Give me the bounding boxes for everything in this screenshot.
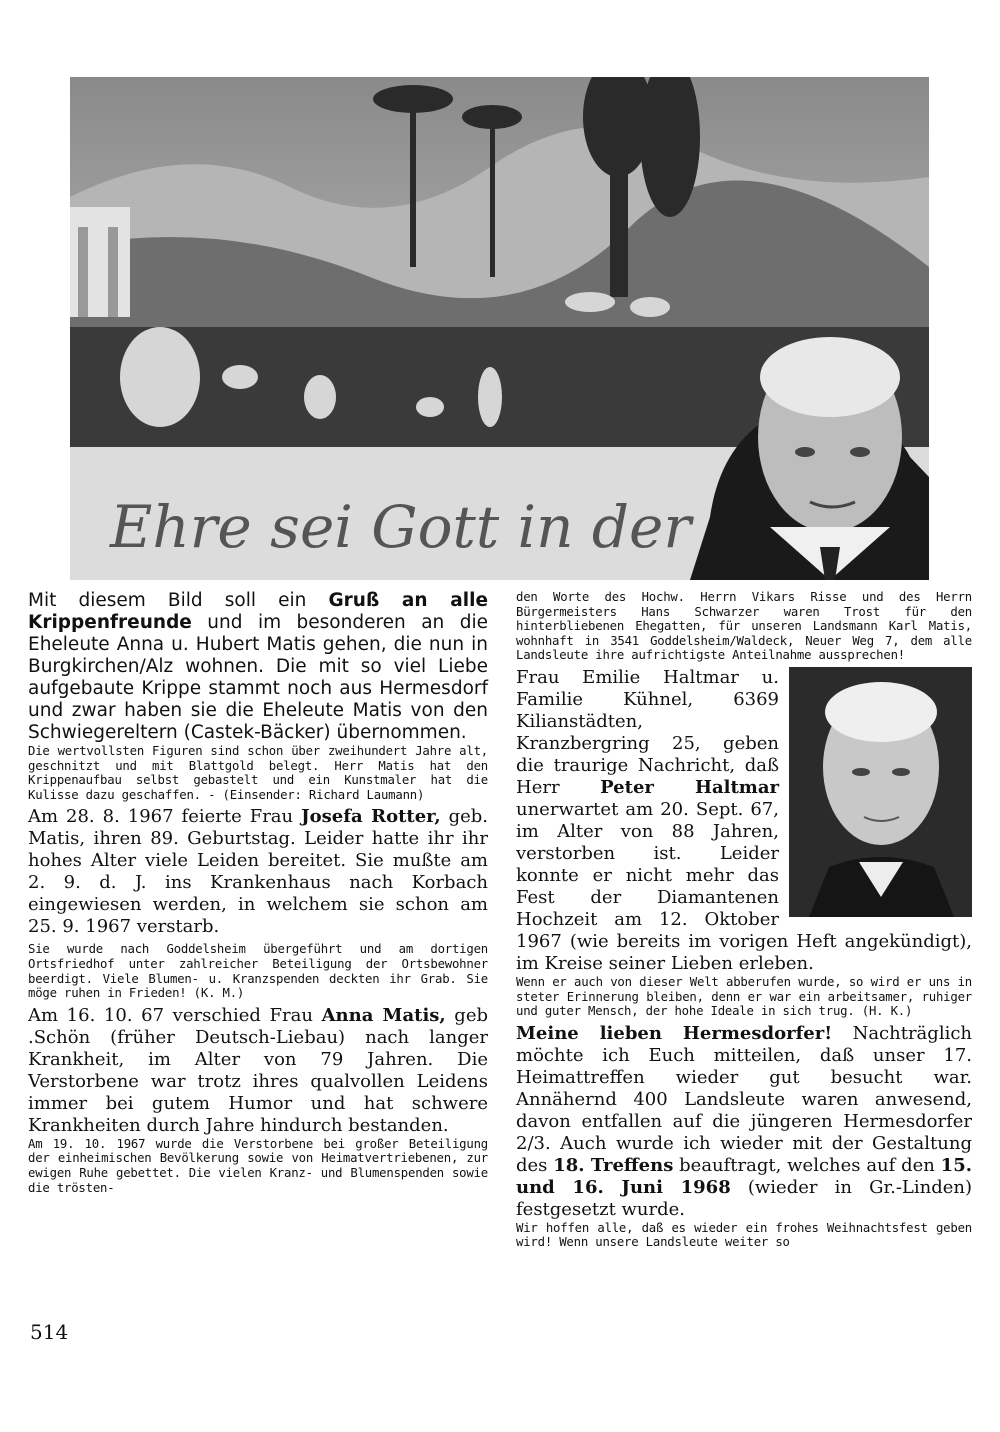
right-column: [516, 590, 972, 1250]
nativity-photo: [70, 77, 929, 580]
portrait-photo: [789, 667, 972, 917]
paragraph-figuren: Die wertvollsten Figuren sind schon über zweihundert Jahre alt, geschnitzt und mit Blattgold belegt. Herr Matis hat den Krippenaufbau selbst gebastelt und ein Kunstmaler hat die Kulisse dazu geschaffen. - (Einsender: Richard Laumann): [28, 744, 488, 802]
page-number: 514: [30, 1320, 69, 1344]
paragraph-anna-matis: Am 16. 10. 67 verschied Frau Anna Matis, geb .Schön (früher Deutsch-Liebau) nach langer Krankheit, im Alter von 79 Jahren. Die Verstorbene war trotz ihres qualvollen Leidens immer bei gutem Humor und hat schwere Krankheiten durch Jahre hindurch bestanden.: [28, 1004, 488, 1136]
paragraph-erinnerung: Wenn er auch von dieser Welt abberufen wurde, so wird er uns in steter Erinnerung bleiben, denn er war ein arbeitsamer, ruhiger und guter Mensch, der hohe Ideale in sich trug. (H. K.): [516, 974, 972, 1019]
paragraph-weihnacht: Wir hoffen alle, daß es wieder ein frohes Weihnachtsfest geben wird! Wenn unsere Landsleute weiter so: [516, 1220, 972, 1250]
paragraph-rotter: Am 28. 8. 1967 feierte Frau Josefa Rotter, geb. Matis, ihren 89. Geburtstag. Leider hatte ihr ihr hohes Alter viele Leiden bereitet. Sie mußte am 2. 9. d. J. ins Krankenhaus nach Korbach eingewiesen werden, in welchem sie schon am 25. 9. 1967 verstarb.: [28, 806, 488, 938]
paragraph-hermesdorfer: Meine lieben Hermesdorfer! Nachträglich möchte ich Euch mitteilen, daß unser 17. Heimattreffen wieder gut besucht war. Annähernd 400 Landsleute waren anwesend, davon entfallen auf die jüngeren Hermesdorfer 2/3. Auch wurde ich wieder mit der Gestaltung des 18. Treffens beauftragt, welches auf den 15. und 16. Juni 1968 (wieder in Gr.-Linden) festgesetzt wurde.: [516, 1022, 972, 1220]
paragraph-krippe: Mit diesem Bild soll ein Gruß an alle Krippenfreunde und im besonderen an die Eheleute Anna u. Hubert Matis gehen, die nun in Burgkirchen/Alz wohnen. Die mit so viel Liebe aufgebaute Krippe stammt noch aus Hermesdorf und zwar haben sie die Eheleute Matis von den Schwiegereltern (Castek-Bäcker) übernommen.: [28, 590, 488, 743]
paragraph-haltmar: Frau Emilie Haltmar u. Familie Kühnel, 6369 Kilianstädten, Kranzbergring 25, geben die traurige Nachricht, daß Herr Peter Haltmar unerwartet am 20. Sept. 67, im Alter von 88 Jahren, verstorben ist. Leider konnte er nicht mehr das Fest der Diamantenen Hochzeit am 12. Oktober 1967 (wie bereits im vorigen Heft angekündigt), im Kreise seiner Lieben erleben.: [516, 666, 972, 974]
paragraph-trost: den Worte des Hochw. Herrn Vikars Risse und des Herrn Bürgermeisters Hans Schwarzer waren Trost für den hinterbliebenen Ehegatten, für unseren Landsmann Karl Matis, wohnhaft in 3541 Goddelsheim/Waldeck, Neuer Weg 7, dem alle Landsleute ihre aufrichtigste Anteilnahme aussprechen!: [516, 590, 972, 663]
left-column: [28, 590, 488, 1195]
paragraph-beerdigung: Am 19. 10. 1967 wurde die Verstorbene bei großer Beteiligung der einheimischen Bevölkerung sowie von Heimatvertriebenen, zur ewigen Ruhe gebettet. Die vielen Kranz- und Blumenspenden sowie die trösten-: [28, 1136, 488, 1195]
paragraph-goddelsheim: Sie wurde nach Goddelsheim übergeführt und am dortigen Ortsfriedhof unter zahlreicher Beteiligung der Ortsbewohner beerdigt. Viele Blumen- u. Kranzspenden deckten ihr Grab. Sie möge ruhen in Frieden! (K. M.): [28, 942, 488, 1001]
banner-text: Ehre sei Gott in der: [110, 493, 692, 561]
